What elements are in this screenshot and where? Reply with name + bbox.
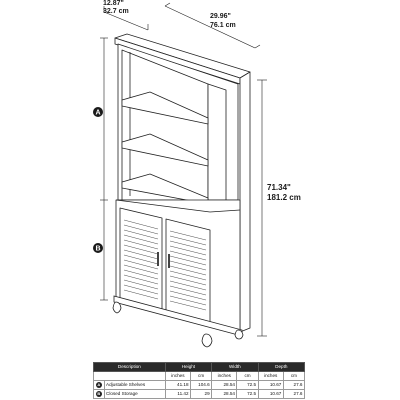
row-value: 10.67 xyxy=(258,381,283,390)
row-marker-icon: A xyxy=(97,381,101,387)
table-units-row xyxy=(94,372,305,381)
bookcase-illustration xyxy=(115,34,250,332)
height-dimension xyxy=(257,80,267,336)
row-value: 27.6 xyxy=(283,390,304,399)
row-value: 41.18 xyxy=(165,381,190,390)
units-spacer xyxy=(94,372,166,381)
front-right-foot-icon xyxy=(202,334,212,347)
table-row xyxy=(94,390,305,399)
unit-height-inches: inches xyxy=(165,372,190,381)
unit-width-cm: cm xyxy=(237,372,258,381)
width-inches-label: 29.96" xyxy=(210,13,231,20)
width-cm-label: 76.1 cm xyxy=(210,22,236,29)
marker-b-label: B xyxy=(95,245,101,253)
depth-cm-label: 32.7 cm xyxy=(103,8,129,15)
front-left-foot-icon xyxy=(113,302,121,313)
row-label: Closed Storage xyxy=(104,390,165,399)
marker-a-label: A xyxy=(95,109,101,117)
height-cm-label: 181.2 cm xyxy=(267,193,301,202)
table-header-row xyxy=(94,363,305,372)
row-value: 72.5 xyxy=(237,381,258,390)
row-value: 29 xyxy=(191,390,212,399)
row-marker-icon: B xyxy=(97,390,101,396)
unit-width-inches: inches xyxy=(212,372,237,381)
row-value: 28.54 xyxy=(212,390,237,399)
header-height: Height xyxy=(165,363,211,372)
unit-depth-cm: cm xyxy=(283,372,304,381)
row-value: 11.42 xyxy=(165,390,190,399)
header-description: Description xyxy=(94,363,166,372)
unit-depth-inches: inches xyxy=(258,372,283,381)
header-width: Width xyxy=(212,363,258,372)
row-value: 10.67 xyxy=(258,390,283,399)
row-value: 72.5 xyxy=(237,390,258,399)
height-inches-label: 71.34" xyxy=(267,183,291,192)
unit-height-cm: cm xyxy=(191,372,212,381)
left-door-handle-icon xyxy=(157,252,159,266)
row-value: 28.54 xyxy=(212,381,237,390)
row-value: 27.6 xyxy=(283,381,304,390)
table-row xyxy=(94,381,305,390)
section-a-dimension xyxy=(100,38,108,200)
row-value: 104.6 xyxy=(191,381,212,390)
row-label: Adjustable Shelves xyxy=(104,381,165,390)
back-right-foot-icon xyxy=(235,330,243,339)
right-door-handle-icon xyxy=(168,254,170,268)
depth-inches-label: 12.87" xyxy=(103,0,124,7)
header-depth: Depth xyxy=(258,363,304,372)
dimensions-table xyxy=(93,362,305,399)
